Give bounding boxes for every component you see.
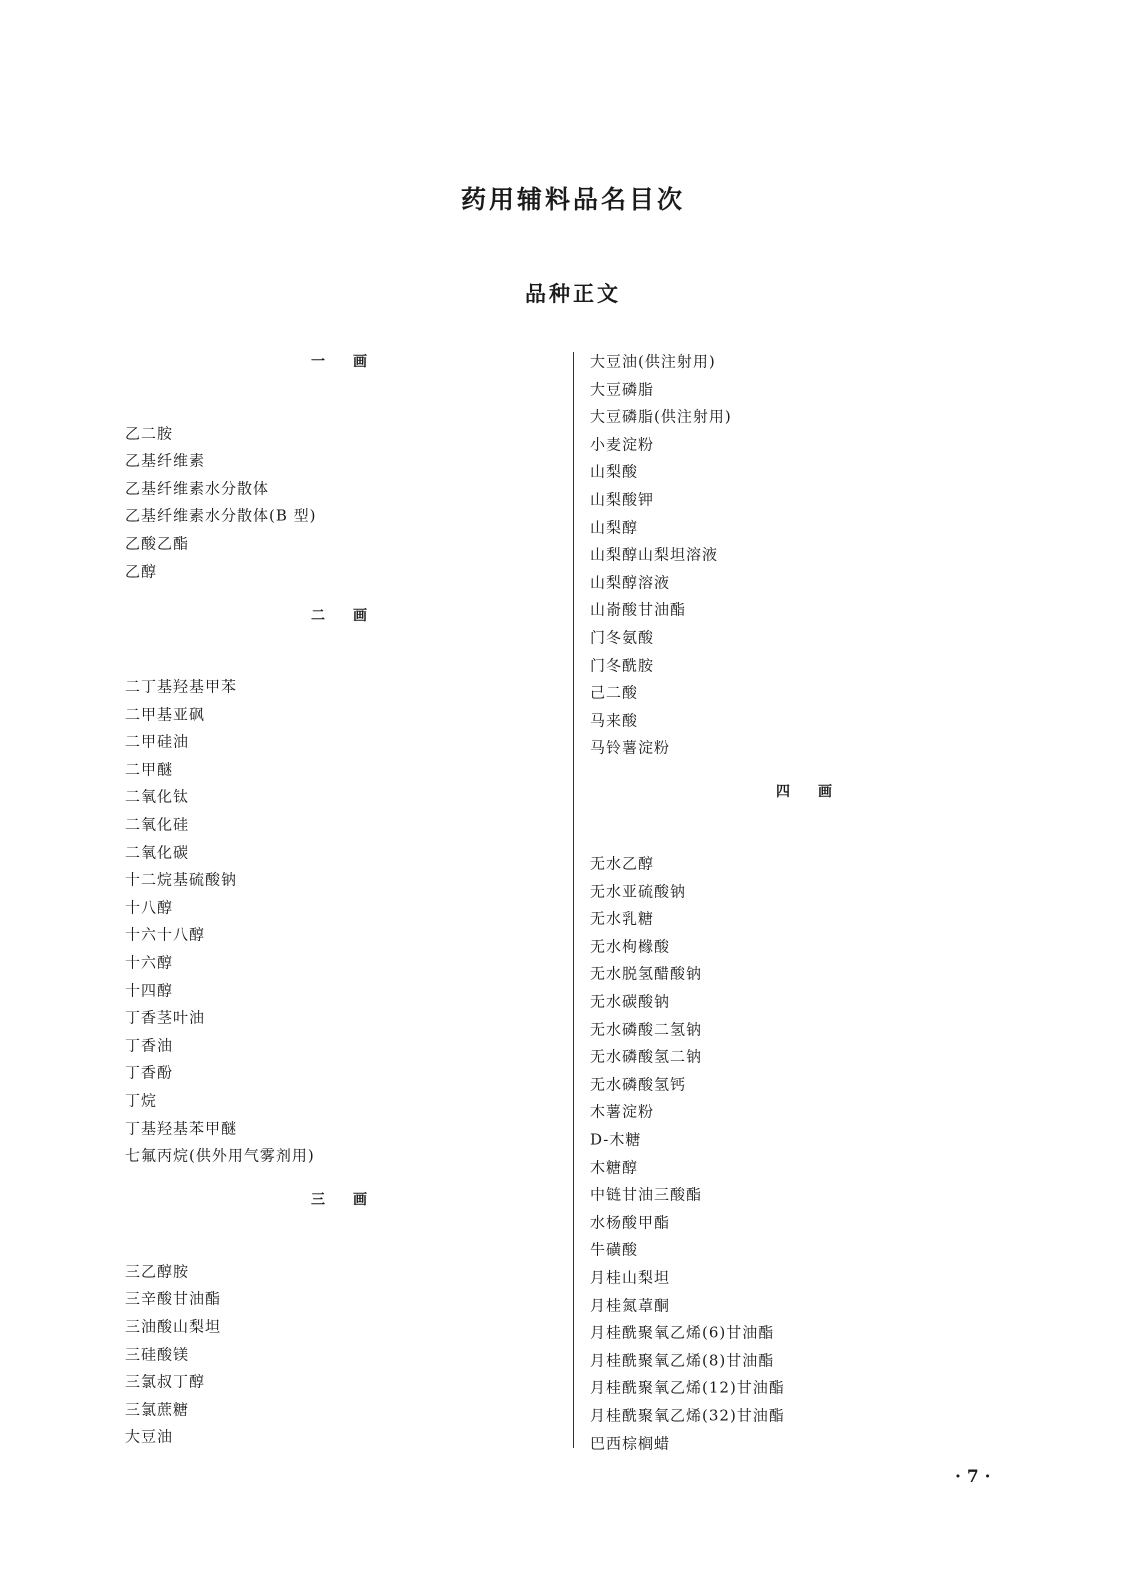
toc-entry: 马来酸 [590,711,639,730]
toc-entry: 丁基羟基苯甲醚 [125,1119,238,1138]
toc-entry: 二甲醚 [125,760,174,779]
toc-entry: 三氯蔗糖 [125,1400,190,1419]
page-number: · 7 · [955,1467,991,1487]
toc-entry: 己二酸 [590,683,639,702]
heading-char: 三 [311,1192,327,1209]
toc-column-left [125,0,555,1500]
toc-entry: 乙醇 [125,562,158,580]
toc-entry: 大豆油(供注射用) [590,352,716,371]
toc-entry: D-木糖 [590,1130,642,1149]
toc-entry: 月桂氮䓬酮 [590,1296,671,1314]
toc-entry: 山梨酸钾 [590,490,655,509]
toc-entry: 门冬酰胺 [590,656,655,675]
toc-entry: 大豆磷脂(供注射用) [590,407,732,426]
toc-entry: 牛磺酸 [590,1240,639,1259]
page-title: 药用辅料品名目次 [460,185,685,214]
toc-entry: 月桂酰聚氧乙烯(6)甘油酯 [590,1323,775,1342]
toc-entry: 二氧化碳 [125,843,190,862]
toc-entry: 巴西棕榈蜡 [590,1434,671,1452]
heading-char: 二 [311,607,327,624]
toc-entry: 木薯淀粉 [590,1102,655,1121]
toc-entry: 十二烷基硫酸钠 [125,870,238,889]
toc-entry: 山梨醇溶液 [590,573,671,592]
toc-entry: 三油酸山梨坦 [125,1317,222,1336]
toc-entry: 十四醇 [125,981,174,1000]
toc-entry: 三乙醇胺 [125,1262,190,1281]
toc-entry: 无水乙醇 [590,854,655,873]
toc-entry: 木糖醇 [590,1158,639,1176]
toc-entry: 无水磷酸二氢钠 [590,1020,703,1038]
section-title: 品种正文 [525,282,621,306]
toc-entry: 丁香茎叶油 [125,1008,206,1027]
toc-entry: 门冬氨酸 [590,628,655,647]
toc-entry: 十六醇 [125,953,174,972]
toc-entry: 十八醇 [125,898,174,917]
toc-entry: 二丁基羟基甲苯 [125,677,238,696]
toc-entry: 七氟丙烷(供外用气雾剂用) [125,1146,315,1165]
toc-entry: 山梨酸 [590,462,639,481]
toc-entry: 二甲硅油 [125,732,190,751]
heading-char: 画 [353,354,369,370]
toc-entry: 乙基纤维素 [125,451,206,470]
toc-entry: 大豆磷脂 [590,380,655,399]
stroke-count-heading [125,605,555,625]
toc-entry: 月桂酰聚氧乙烯(8)甘油酯 [590,1351,775,1370]
toc-entry: 三氯叔丁醇 [125,1372,206,1391]
toc-entry: 山嵛酸甘油酯 [590,600,687,619]
toc-entry: 无水亚硫酸钠 [590,882,687,900]
stroke-count-heading [590,781,1020,801]
toc-entry: 二甲基亚砜 [125,705,206,724]
toc-entry: 丁烷 [125,1091,158,1110]
toc-entry: 丁香油 [125,1036,174,1055]
toc-entry: 月桂酰聚氧乙烯(32)甘油酯 [590,1406,785,1425]
toc-entry: 无水乳糖 [590,909,655,928]
toc-entry: 马铃薯淀粉 [590,738,671,757]
heading-char: 一 [311,354,327,370]
toc-entry: 二氧化钛 [125,787,190,806]
toc-entry: 山梨醇山梨坦溶液 [590,545,719,564]
stroke-count-heading [125,351,555,371]
toc-entry: 无水枸橼酸 [590,937,671,956]
toc-column-right [590,0,1020,1500]
toc-entry: 三硅酸镁 [125,1345,190,1363]
toc-entry: 丁香酚 [125,1063,174,1082]
toc-entry: 三辛酸甘油酯 [125,1289,222,1308]
toc-entry: 中链甘油三酸酯 [590,1185,703,1204]
toc-entry: 二氧化硅 [125,815,190,834]
toc-entry: 小麦淀粉 [590,435,655,454]
toc-entry: 月桂山梨坦 [590,1268,671,1287]
heading-char: 画 [818,784,834,801]
toc-entry: 大豆油 [125,1427,174,1446]
toc-entry: 水杨酸甲酯 [590,1213,671,1232]
toc-entry: 月桂酰聚氧乙烯(12)甘油酯 [590,1378,785,1397]
heading-char: 四 [776,784,792,801]
toc-entry: 乙酸乙酯 [125,534,190,553]
toc-entry: 十六十八醇 [125,925,206,944]
toc-entry: 无水脱氢醋酸钠 [590,964,703,983]
toc-entry: 乙二胺 [125,424,174,442]
toc-entry: 乙基纤维素水分散体(B 型) [125,506,317,525]
toc-entry: 无水磷酸氢二钠 [590,1047,703,1066]
heading-char: 画 [353,607,369,624]
toc-entry: 无水碳酸钠 [590,992,671,1011]
toc-entry: 山梨醇 [590,518,639,537]
toc-entry: 无水磷酸氢钙 [590,1075,687,1094]
heading-char: 画 [353,1192,369,1209]
stroke-count-heading [125,1189,555,1209]
column-divider [573,352,574,1448]
toc-entry: 乙基纤维素水分散体 [125,479,270,498]
